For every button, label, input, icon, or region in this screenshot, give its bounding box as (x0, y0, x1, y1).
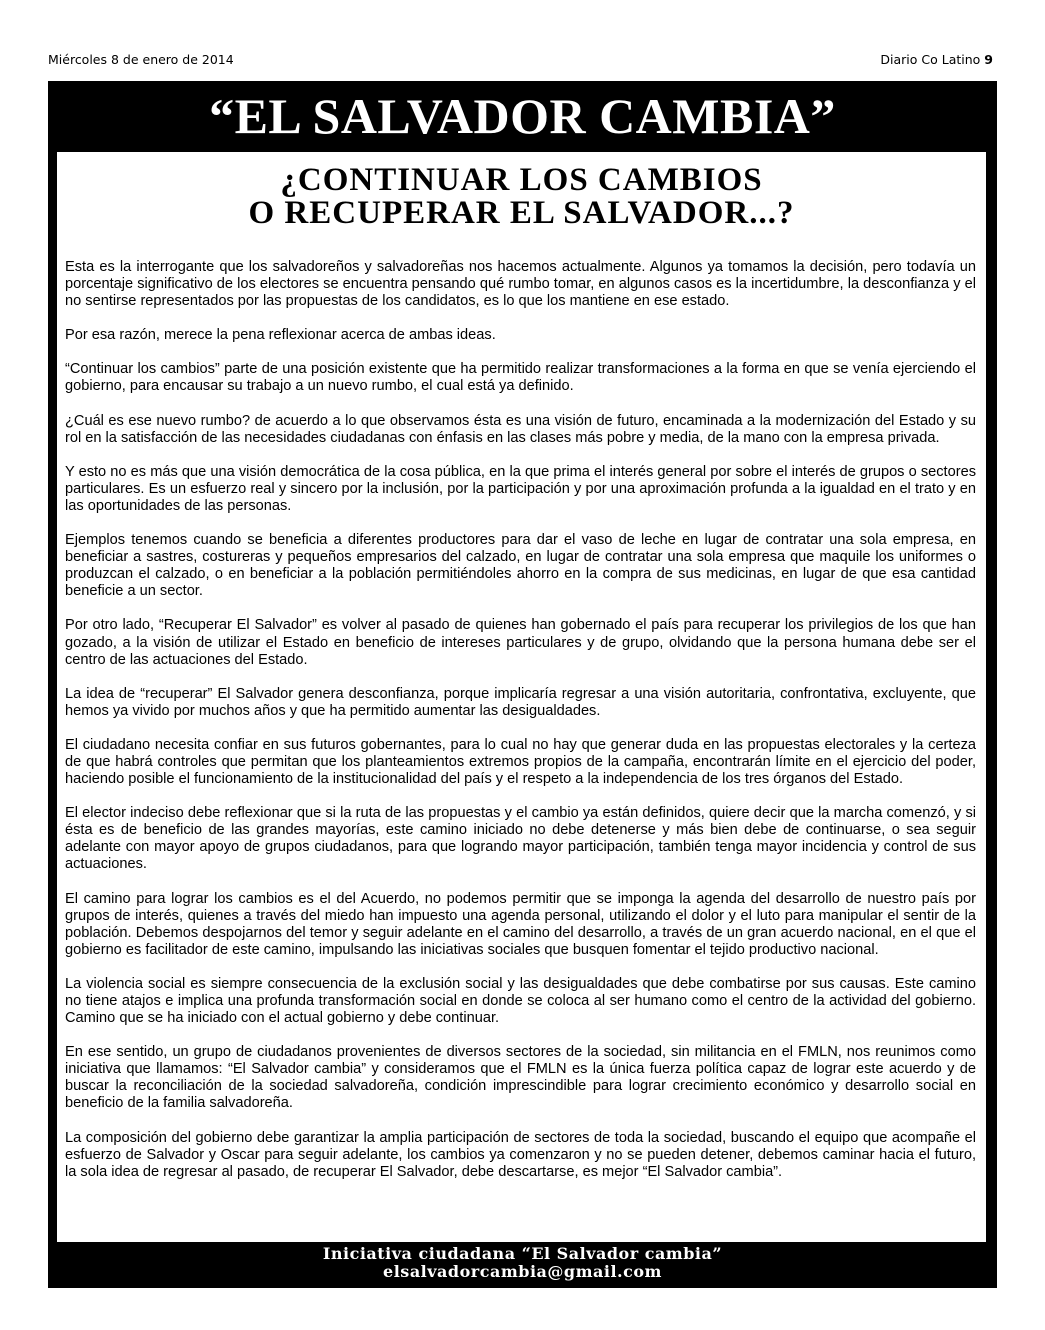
paragraph: Y esto no es más que una visión democrática de la cosa pública, en la que prima el interés general por sobre el interés de grupos o sectores particulares. Es un esfuerzo real y sincero por la inclusión, por la participación y por una aproximación profunda a la igualdad en el trato y en las oportunidades de las personas. (65, 463, 976, 514)
publication-date: Miércoles 8 de enero de 2014 (48, 52, 234, 67)
article-title-line-1: ¿CONTINUAR LOS CAMBIOS (280, 162, 763, 198)
paragraph: ¿Cuál es ese nuevo rumbo? de acuerdo a lo que observamos ésta es una visión de futuro, encaminada a la modernización del Estado y su rol en la satisfacción de las necesidades ciudadanas con énfasis en las clases más pobre y media, de la mano con la empresa privada. (65, 412, 976, 446)
paragraph: Ejemplos tenemos cuando se beneficia a diferentes productores para dar el vaso de leche en lugar de contratar una sola empresa, en beneficiar a sastres, costureras y pequeños empresarios del calzado, en lugar de contratar una sola empresa que maquile los uniformes o produzcan el calzado, o en beneficiar a la población permitiéndoles ahorro en la compra de sus medicinas, en lugar de que esa cantidad beneficie a un sector. (65, 532, 976, 600)
paragraph: La idea de “recuperar” El Salvador genera desconfianza, porque implicaría regresar a una visión autoritaria, confrontativa, excluyente, que hemos ya vivido por muchos años y que ha permitido aumentar las desigualdades. (65, 685, 976, 719)
article-text (65, 259, 976, 1198)
paragraph: La violencia social es siempre consecuencia de la exclusión social y las desigualdades que debe combatirse por sus causas. Este camino no tiene atajos e implica una profunda transformación social en donde se coloca al ser humano como el centro de la actividad del gobierno. Camino que se ha iniciado con el actual gobierno y debe continuar. (65, 975, 976, 1027)
contact-email[interactable]: elsalvadorcambia@gmail.com (383, 1262, 662, 1281)
article-title (57, 164, 986, 230)
banner-title: “EL SALVADOR CAMBIA” (209, 88, 836, 144)
article-body-panel (57, 152, 986, 1242)
paragraph: Por otro lado, “Recuperar El Salvador” es volver al pasado de quienes han gobernado el país para recuperar los privilegios de los que han gozado, a la visión de utilizar el Estado en beneficio de intereses particulares y de grupo, olvidando que la persona humana debe ser el centro de las actuaciones del Estado. (65, 617, 976, 668)
initiative-name: Iniciativa ciudadana “El Salvador cambia” (322, 1244, 723, 1263)
paragraph: “Continuar los cambios” parte de una posición existente que ha permitido realizar transformaciones a la forma en que se venía ejerciendo el gobierno, para encausar su trabajo a un nuevo rumbo, el cual está ya definido. (65, 361, 976, 395)
paragraph: El camino para lograr los cambios es el del Acuerdo, no podemos permitir que se imponga la agenda del desarrollo de nuestro país por grupos de interés, quienes a través del miedo han impuesto una agenda personal, utilizando el dolor y el luto para manipular el sentir de la población. Debemos despojarnos del temor y seguir adelante en el camino del desarrollo, a través de un gran acuerdo nacional, en el que el gobierno es facilitador de este camino, impulsando las iniciativas sociales que busquen fomentar el tejido productivo nacional. (65, 890, 976, 958)
paragraph: La composición del gobierno debe garantizar la amplia participación de sectores de toda la sociedad, buscando el equipo que acompañe el esfuerzo de Salvador y Oscar para seguir adelante, los cambios ya comenzaron y no se pueden detener, debemos caminar hacia el futuro, la sola idea de regresar al pasado, de recuperar El Salvador, debe descartarse, es mejor “El Salvador cambia”. (65, 1129, 976, 1180)
article-title-line-2: O RECUPERAR EL SALVADOR...? (248, 195, 795, 231)
page-number: 9 (984, 52, 993, 67)
paragraph: El elector indeciso debe reflexionar que si la ruta de las propuestas y el cambio ya están definidos, quiere decir que la marcha comenzó, y si ésta es de beneficio de las grandes mayorías, este camino iniciado no debe detenerse y más bien debe de continuarse, o sea seguir adelante con mayor apoyo de grupos ciudadanos, para que logrando mayor participación, también tenga mayor incidencia y control de sus actuaciones. (65, 805, 976, 873)
footer-credit (48, 1245, 997, 1281)
paragraph: El ciudadano necesita confiar en sus futuros gobernantes, para lo cual no hay que generar duda en las propuestas electorales y la certeza de que habrá controles que permitan que los planteamientos extremos propios de la campaña, encontrarán límite en el ejercicio del poder, haciendo posible el funcionamiento de la institucionalidad del país y el respeto a la independencia de los tres órganos del Estado. (65, 736, 976, 788)
paragraph: En ese sentido, un grupo de ciudadanos provenientes de diversos sectores de la sociedad, sin militancia en el FMLN, nos reunimos como iniciativa que llamamos: “El Salvador cambia” y consideramos que el FMLN es la única fuerza política capaz de lograr este acuerdo y de buscar la reconciliación de la sociedad salvadoreña, condición imprescindible para lograr crecimiento económico y desarrollo social en beneficio de la familia salvadoreña. (65, 1044, 976, 1112)
page-header-right (880, 52, 993, 67)
paragraph: Esta es la interrogante que los salvadoreños y salvadoreñas nos hacemos actualmente. Algunos ya tomamos la decisión, pero todavía un porcentaje significativo de los electores se encuentra pensando qué rumbo tomar, en algunos casos es la incertidumbre, la desconfianza y el no sentirse representados por las propuestas de los candidatos, es lo que los mantiene en ese estado. (65, 259, 976, 310)
newspaper-name: Diario Co Latino (880, 52, 981, 67)
paragraph: Por esa razón, merece la pena reflexionar acerca de ambas ideas. (65, 327, 496, 344)
article-frame (48, 81, 997, 1288)
